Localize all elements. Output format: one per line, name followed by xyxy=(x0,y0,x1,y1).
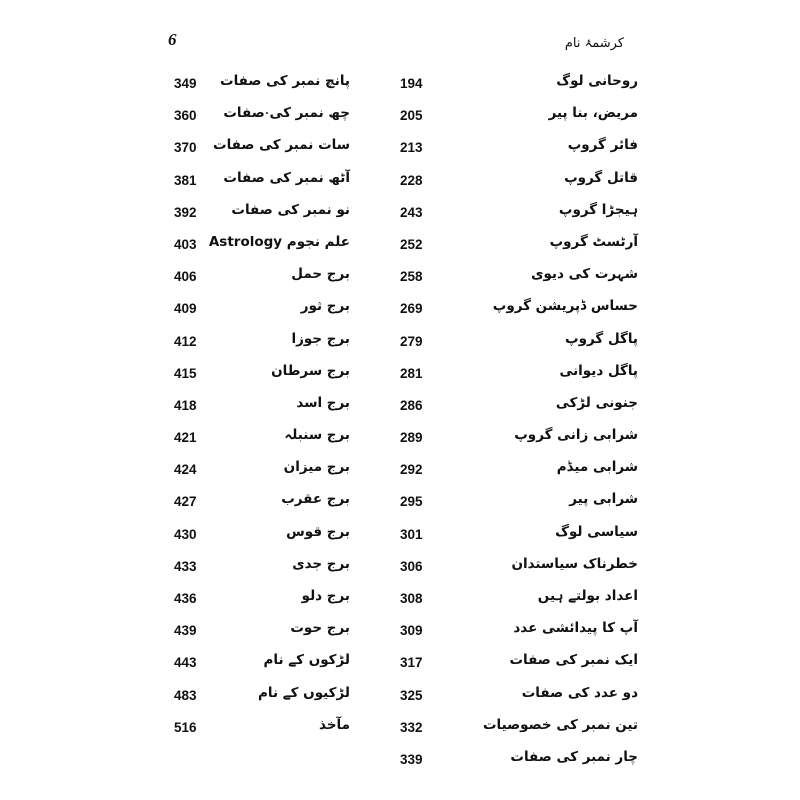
toc-entry xyxy=(400,328,638,360)
toc-entry-page: 370 xyxy=(174,140,197,156)
toc-entry-title: شہرت کی دیوی xyxy=(531,266,638,283)
toc-entry-title: پاگل گروپ xyxy=(565,330,638,347)
toc-left-column xyxy=(170,70,350,746)
toc-entry-page: 281 xyxy=(400,365,423,381)
toc-entry-title: برج جوزا xyxy=(291,330,350,347)
toc-entry-page: 403 xyxy=(174,236,197,252)
toc-entry xyxy=(170,199,350,231)
toc-entry-page: 424 xyxy=(174,462,197,478)
toc-entry-title: لڑکیوں کے نام xyxy=(257,684,350,701)
toc-entry-page: 301 xyxy=(400,526,423,542)
toc-entry-title: چار نمبر کی صفات xyxy=(510,748,638,765)
toc-entry-page: 286 xyxy=(400,397,423,413)
toc-entry xyxy=(170,167,350,199)
toc-entry xyxy=(400,488,638,520)
toc-entry xyxy=(170,360,350,392)
toc-entry xyxy=(400,424,638,456)
toc-entry xyxy=(170,328,350,360)
toc-entry xyxy=(170,488,350,520)
toc-entry xyxy=(400,102,638,134)
toc-entry xyxy=(170,553,350,585)
toc-entry-title: ایک نمبر کی صفات xyxy=(509,652,638,669)
toc-entry-title: خطرناک سیاستدان xyxy=(511,555,638,572)
toc-entry-title: سات نمبر کی صفات xyxy=(213,137,350,154)
toc-entry-page: 339 xyxy=(400,751,423,767)
toc-entry-title: حساس ڈپریشن گروپ xyxy=(492,298,638,315)
toc-entry-title: لڑکوں کے نام xyxy=(263,652,350,669)
toc-entry xyxy=(400,585,638,617)
toc-entry-title: نو نمبر کی صفات xyxy=(231,201,350,218)
toc-entry xyxy=(170,424,350,456)
toc-entry-page: 317 xyxy=(400,655,423,671)
toc-entry-title: پانچ نمبر کی صفات xyxy=(220,73,350,89)
toc-entry-page: 258 xyxy=(400,269,423,285)
toc-entry xyxy=(400,746,638,778)
toc-entry-title: برج حمل xyxy=(291,266,350,283)
toc-entry-page: 418 xyxy=(174,397,197,413)
toc-entry-page: 295 xyxy=(400,494,423,510)
toc-entry-page: 392 xyxy=(174,204,197,220)
toc-entry xyxy=(400,360,638,392)
toc-entry-title: دو عدد کی صفات xyxy=(521,684,638,701)
toc-entry xyxy=(400,295,638,327)
toc-entry xyxy=(170,392,350,424)
toc-entry-title: برج دلو xyxy=(301,588,350,604)
toc-entry-title: مریض، بنا پیر xyxy=(548,105,638,122)
toc-entry xyxy=(400,167,638,199)
toc-entry xyxy=(170,231,350,263)
toc-entry-page: 252 xyxy=(400,236,423,252)
toc-entry-page: 443 xyxy=(174,655,197,671)
toc-entry-title: برج میزان xyxy=(283,459,350,476)
toc-right-column xyxy=(400,70,638,778)
toc-entry-title: ہیجڑا گروپ xyxy=(558,201,638,218)
toc-entry-title: شرابی پیر xyxy=(569,491,638,508)
toc-entry xyxy=(400,231,638,263)
toc-entry xyxy=(400,649,638,681)
toc-entry-page: 194 xyxy=(400,76,423,91)
toc-entry-page: 325 xyxy=(400,687,423,703)
toc-entry-page: 349 xyxy=(174,76,197,91)
toc-entry-page: 306 xyxy=(400,558,423,574)
toc-entry xyxy=(400,456,638,488)
toc-entry-title: تین نمبر کی خصوصیات xyxy=(482,716,638,733)
toc-entry-page: 433 xyxy=(174,558,197,574)
toc-entry-page: 483 xyxy=(174,687,197,703)
toc-entry-page: 243 xyxy=(400,204,423,220)
toc-entry-page: 309 xyxy=(400,623,423,639)
toc-entry-page: 415 xyxy=(174,365,197,381)
toc-entry-title: چھ نمبر کی صفات xyxy=(223,105,350,122)
toc-entry xyxy=(400,199,638,231)
toc-entry-title: مآخذ xyxy=(319,716,350,733)
toc-entry-page: 228 xyxy=(400,172,423,188)
toc-entry-page: 430 xyxy=(174,526,197,542)
toc-entry-page: 269 xyxy=(400,301,423,317)
toc-entry xyxy=(400,617,638,649)
toc-entry-title: برج سرطان xyxy=(271,362,350,379)
toc-entry xyxy=(400,521,638,553)
toc-entry-page: 439 xyxy=(174,623,197,639)
toc-entry xyxy=(400,263,638,295)
toc-entry-title: قاتل گروپ xyxy=(564,169,638,186)
toc-entry xyxy=(400,682,638,714)
toc-entry-page: 427 xyxy=(174,494,197,510)
toc-entry-page: 436 xyxy=(174,591,197,606)
page-number: 6 xyxy=(168,30,177,49)
toc-entry-page: 409 xyxy=(174,301,197,317)
toc-entry xyxy=(170,295,350,327)
toc-entry-page: 360 xyxy=(174,108,197,124)
toc-entry-title: شرابی میڈم xyxy=(556,459,638,476)
toc-entry-title: برج ثور xyxy=(300,298,350,315)
toc-entry-title: برج سنبلہ xyxy=(284,427,350,444)
toc-entry xyxy=(400,70,638,102)
toc-entry-title: اعداد بولتے ہیں xyxy=(537,588,638,604)
toc-entry xyxy=(400,392,638,424)
toc-entry-page: 279 xyxy=(400,333,423,349)
toc-entry-page: 332 xyxy=(400,719,423,735)
toc-entry xyxy=(170,521,350,553)
toc-entry-title: آٹھ نمبر کی صفات xyxy=(223,169,350,186)
toc-entry-page: 213 xyxy=(400,140,423,156)
toc-entry-page: 421 xyxy=(174,430,197,446)
toc-entry-page: 308 xyxy=(400,591,423,606)
toc-entry xyxy=(170,682,350,714)
toc-entry-title: پاگل دیوانی xyxy=(559,362,638,379)
toc-entry-page: 289 xyxy=(400,430,423,446)
toc-entry xyxy=(170,649,350,681)
toc-entry-title: شرابی زانی گروپ xyxy=(514,427,638,444)
toc-entry-title: آرٹسٹ گروپ xyxy=(549,233,638,250)
toc-entry-page: 205 xyxy=(400,108,423,124)
toc-entry xyxy=(170,102,350,134)
toc-entry-title: برج قوس xyxy=(286,523,350,540)
toc-entry-title: برج اسد xyxy=(296,394,350,411)
toc-entry-title: برج عقرب xyxy=(281,491,350,508)
toc-entry-page: 292 xyxy=(400,462,423,478)
toc-entry xyxy=(170,70,350,102)
toc-entry xyxy=(170,617,350,649)
running-title: کرشمۂ نام xyxy=(564,36,624,51)
toc-entry xyxy=(400,714,638,746)
toc-entry-title: سیاسی لوگ xyxy=(555,523,638,540)
toc-entry-page: 381 xyxy=(174,172,197,188)
toc-entry xyxy=(400,553,638,585)
toc-entry-title: روحانی لوگ xyxy=(556,73,638,89)
toc-entry-title: علم نجوم Astrology xyxy=(208,233,350,250)
toc-entry-title: جنونی لڑکی xyxy=(555,394,638,411)
toc-entry-page: 516 xyxy=(174,719,197,735)
toc-entry-page: 406 xyxy=(174,269,197,285)
toc-entry xyxy=(170,714,350,746)
toc-entry xyxy=(170,134,350,166)
toc-entry-page: 412 xyxy=(174,333,197,349)
toc-entry-title: برج حوت xyxy=(290,620,350,637)
toc-entry-title: آپ کا پیدائشی عدد xyxy=(513,620,638,637)
toc-entry xyxy=(170,263,350,295)
toc-entry xyxy=(400,134,638,166)
toc-entry xyxy=(170,585,350,617)
toc-entry xyxy=(170,456,350,488)
toc-entry-title: برج جدی xyxy=(292,555,350,572)
toc-entry-title: فائر گروپ xyxy=(567,137,638,154)
